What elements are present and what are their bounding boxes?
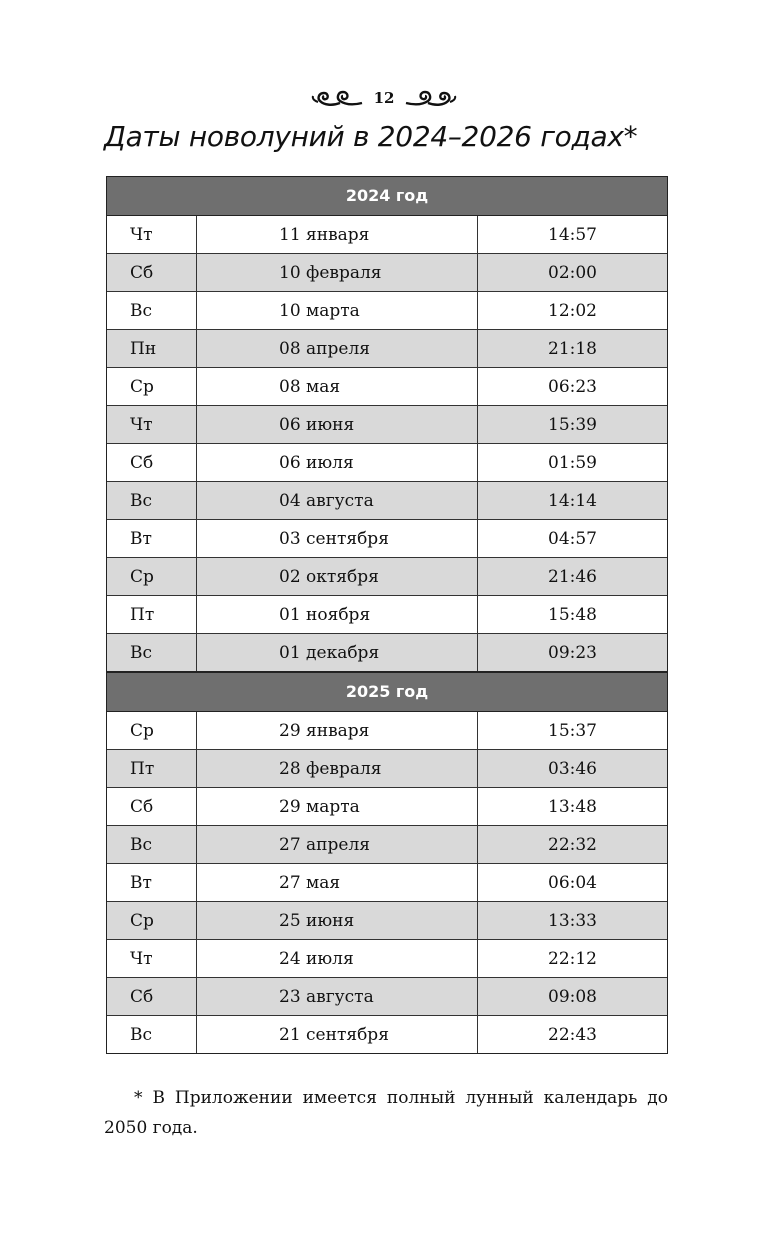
table-row (107, 520, 667, 558)
date-cell: 29 марта (197, 788, 478, 825)
time-cell: 22:12 (548, 948, 597, 969)
day-cell: Вс (107, 292, 197, 329)
date-cell: 11 января (197, 216, 478, 253)
day-cell: Вс (107, 482, 197, 519)
date-cell: 01 декабря (197, 634, 478, 671)
date-cell: 10 марта (197, 292, 478, 329)
date-cell: 27 мая (197, 864, 478, 901)
date-cell: 23 августа (197, 978, 478, 1015)
year-header: 2025 год (107, 672, 667, 712)
date-cell: 01 ноября (197, 596, 478, 633)
table-row (107, 788, 667, 826)
day-cell: Сб (107, 444, 197, 481)
date-cell: 29 января (197, 712, 478, 749)
time-cell: 06:04 (548, 872, 597, 893)
table-row (107, 254, 667, 292)
time-cell: 04:57 (548, 528, 597, 549)
day-cell: Ср (107, 712, 197, 749)
date-cell: 21 сентября (197, 1016, 478, 1053)
day-cell: Пт (107, 596, 197, 633)
day-cell: Вт (107, 864, 197, 901)
table-row (107, 826, 667, 864)
new-moon-table (106, 176, 668, 1054)
table-row (107, 444, 667, 482)
time-cell: 14:14 (548, 490, 597, 511)
time-cell: 15:48 (548, 604, 597, 625)
time-cell: 14:57 (548, 224, 597, 245)
date-cell: 03 сентября (197, 520, 478, 557)
footnote-text: * В Приложении имеется полный лунный календарь до 2050 года. (104, 1088, 668, 1138)
day-cell: Ср (107, 902, 197, 939)
day-cell: Ср (107, 368, 197, 405)
table-row (107, 940, 667, 978)
day-cell: Сб (107, 978, 197, 1015)
page-number: 12 (373, 89, 395, 107)
table-row (107, 406, 667, 444)
time-cell: 22:43 (548, 1024, 597, 1045)
table-row (107, 482, 667, 520)
table-row (107, 216, 667, 254)
footnote (104, 1083, 668, 1143)
table-row (107, 368, 667, 406)
day-cell: Вс (107, 634, 197, 671)
table-row (107, 330, 667, 368)
time-cell: 13:33 (548, 910, 597, 931)
year-block (106, 671, 668, 1054)
time-cell: 15:37 (548, 720, 597, 741)
day-cell: Сб (107, 254, 197, 291)
table-row (107, 750, 667, 788)
table-row (107, 292, 667, 330)
time-cell: 15:39 (548, 414, 597, 435)
table-row (107, 1016, 667, 1053)
day-cell: Чт (107, 216, 197, 253)
day-cell: Вс (107, 826, 197, 863)
year-header: 2024 год (107, 177, 667, 216)
day-cell: Вт (107, 520, 197, 557)
ornament-left-icon (310, 87, 364, 109)
day-cell: Вс (107, 1016, 197, 1053)
date-cell: 08 апреля (197, 330, 478, 367)
table-row (107, 596, 667, 634)
date-cell: 28 февраля (197, 750, 478, 787)
date-cell: 06 июня (197, 406, 478, 443)
day-cell: Ср (107, 558, 197, 595)
date-cell: 24 июля (197, 940, 478, 977)
time-cell: 12:02 (548, 300, 597, 321)
day-cell: Чт (107, 406, 197, 443)
page-number-bar (0, 84, 768, 112)
time-cell: 01:59 (548, 452, 597, 473)
time-cell: 02:00 (548, 262, 597, 283)
date-cell: 02 октября (197, 558, 478, 595)
time-cell: 21:46 (548, 566, 597, 587)
time-cell: 09:08 (548, 986, 597, 1007)
table-row (107, 978, 667, 1016)
table-row (107, 902, 667, 940)
date-cell: 06 июля (197, 444, 478, 481)
date-cell: 08 мая (197, 368, 478, 405)
day-cell: Сб (107, 788, 197, 825)
time-cell: 21:18 (548, 338, 597, 359)
table-row (107, 712, 667, 750)
date-cell: 04 августа (197, 482, 478, 519)
page-title: Даты новолуний в 2024–2026 годах* (104, 120, 638, 153)
time-cell: 22:32 (548, 834, 597, 855)
year-block (106, 176, 668, 671)
day-cell: Чт (107, 940, 197, 977)
table-row (107, 634, 667, 671)
table-row (107, 864, 667, 902)
table-row (107, 558, 667, 596)
time-cell: 06:23 (548, 376, 597, 397)
date-cell: 27 апреля (197, 826, 478, 863)
date-cell: 10 февраля (197, 254, 478, 291)
day-cell: Пн (107, 330, 197, 367)
time-cell: 09:23 (548, 642, 597, 663)
day-cell: Пт (107, 750, 197, 787)
date-cell: 25 июня (197, 902, 478, 939)
ornament-right-icon (404, 87, 458, 109)
time-cell: 03:46 (548, 758, 597, 779)
time-cell: 13:48 (548, 796, 597, 817)
